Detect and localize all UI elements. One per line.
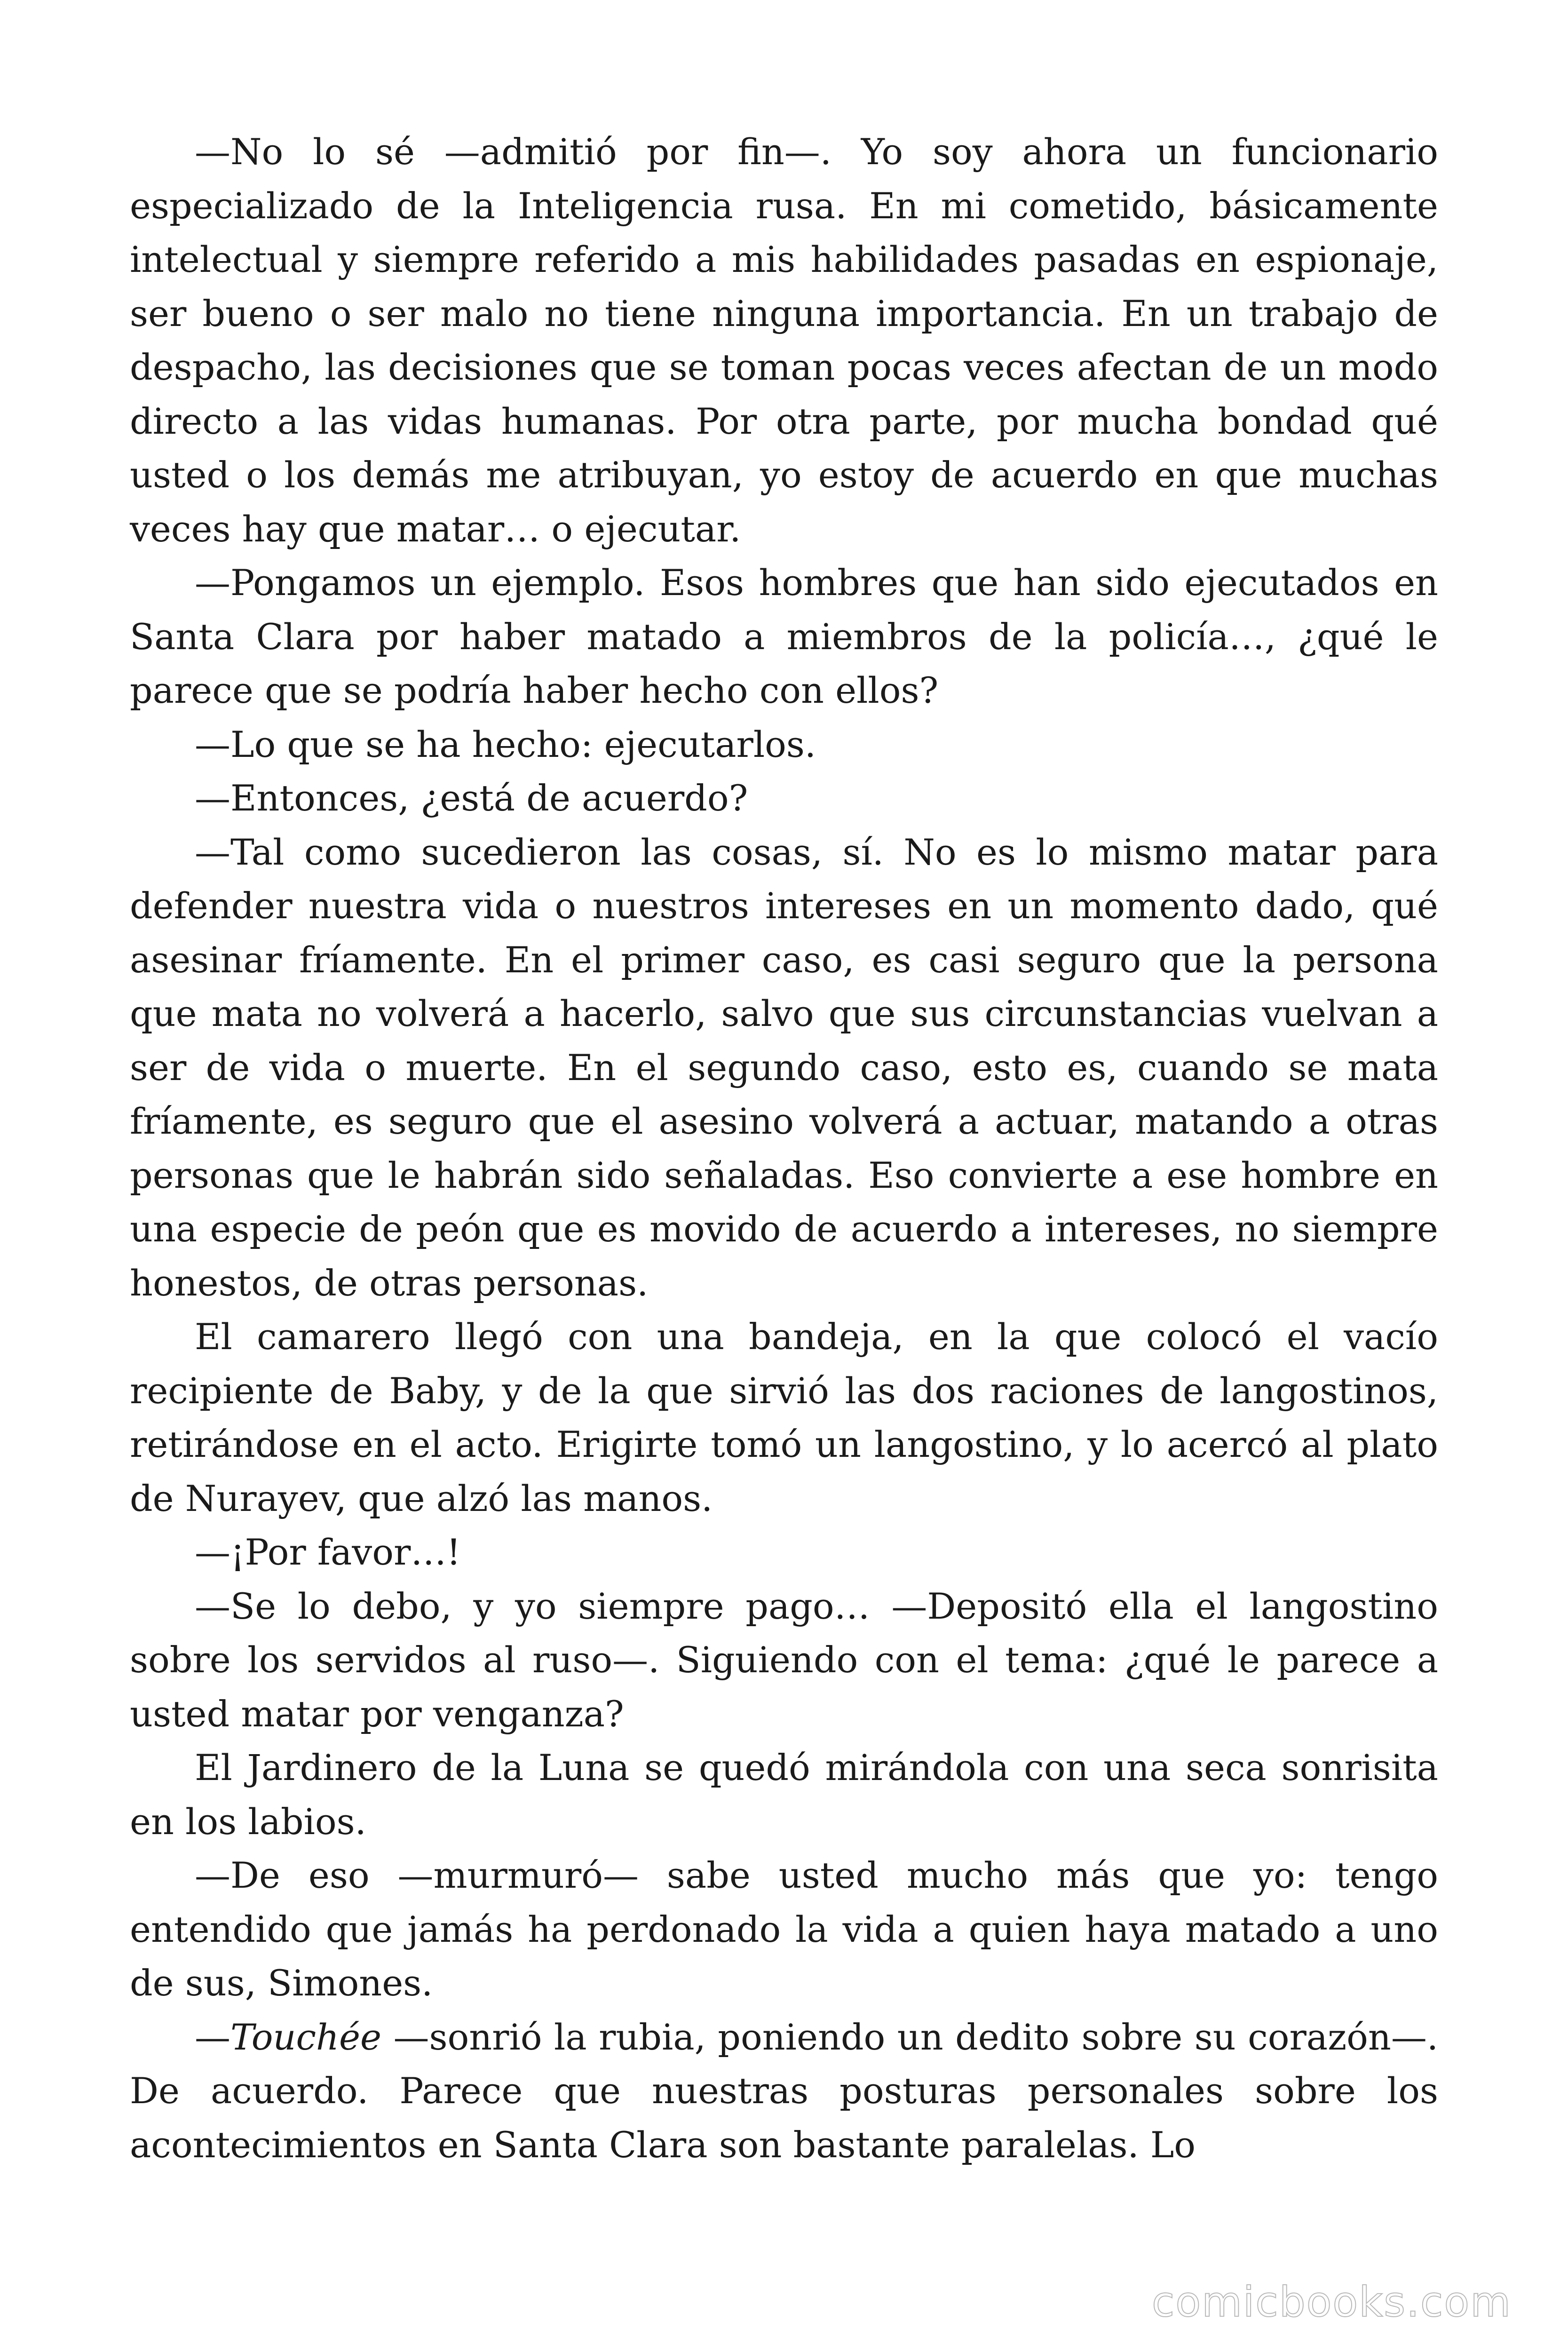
paragraph: —De eso —murmuró— sabe usted mucho más que yo: tengo entendido que jamás ha perdonado la vida a quien haya matado a uno de sus, Simones.: [130, 1854, 1438, 2004]
watermark: comicbooks.com: [1151, 2278, 1512, 2326]
paragraph: —Tal como sucedieron las cosas, sí. No es lo mismo matar para defender nuestra vida o nuestros intereses en un momento dado, qué asesinar fríamente. En el primer caso, es casi seguro que la persona que mata no volverá a hacerlo, salvo que sus circunstancias vuelvan a ser de vida o muerte. En el segundo caso, esto es, cuando se mata fríamente, es seguro que el asesino volverá a actuar, matando a otras personas que le habrán sido señaladas. Eso convierte a ese hombre en una especie de peón que es movido de acuerdo a intereses, no siempre honestos, de otras personas.: [130, 831, 1438, 1304]
dialogue-dash: —: [195, 2016, 230, 2058]
paragraph: —Entonces, ¿está de acuerdo?: [195, 777, 748, 819]
paragraph: —Pongamos un ejemplo. Esos hombres que han sido ejecutados en Santa Clara por haber matado a miembros de la policía…, ¿qué le parece que se podría haber hecho con ellos?: [130, 562, 1438, 711]
paragraph-continuation: —sonrió la rubia, poniendo un dedito sobre su corazón—. De acuerdo. Parece que nuestras posturas personales sobre los acontecimientos en Santa Clara son bastante paralelas. Lo: [130, 2016, 1438, 2166]
paragraph-last: [130, 2010, 1438, 2172]
italic-word: Touchée: [230, 2016, 381, 2058]
paragraph: —Lo que se ha hecho: ejecutarlos.: [195, 723, 816, 765]
paragraph: —¡Por favor…!: [195, 1531, 461, 1573]
paragraph: —No lo sé —admitió por fin—. Yo soy ahora un funcionario especializado de la Inteligencia rusa. En mi cometido, básicamente intelectual y siempre referido a mis habilidades pasadas en espionaje, ser bueno o ser malo no tiene ninguna importancia. En un trabajo de despacho, las decisiones que se toman pocas veces afectan de un modo directo a las vidas humanas. Por otra parte, por mucha bondad qué usted o los demás me atribuyan, yo estoy de acuerdo en que muchas veces hay que matar… o ejecutar.: [130, 131, 1438, 550]
paragraph: —Se lo debo, y yo siempre pago… —Depositó ella el langostino sobre los servidos al ruso—. Siguiendo con el tema: ¿qué le parece a usted matar por venganza?: [130, 1585, 1438, 1735]
paragraph: El camarero llegó con una bandeja, en la que colocó el vacío recipiente de Baby, y de la que sirvió las dos raciones de langostinos, retirándose en el acto. Erigirte tomó un langostino, y lo acercó al plato de Nurayev, que alzó las manos.: [130, 1316, 1438, 1519]
paragraph: El Jardinero de la Luna se quedó mirándola con una seca sonrisita en los labios.: [130, 1747, 1438, 1843]
page-body: [130, 125, 1438, 2172]
